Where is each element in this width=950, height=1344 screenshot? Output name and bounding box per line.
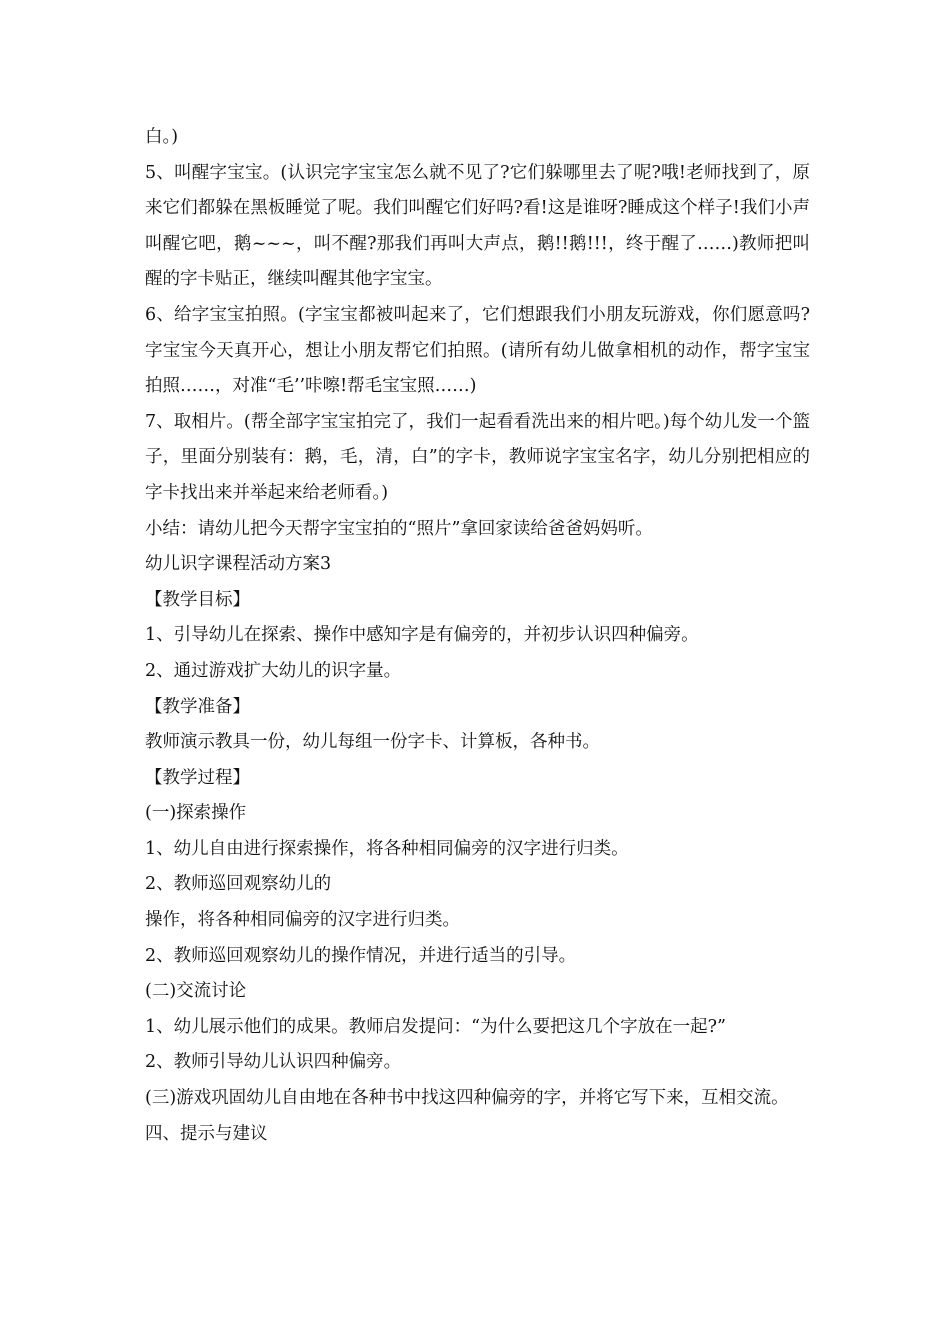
discussion-item-1: 1、幼儿展示他们的成果。教师启发提问：“为什么要把这几个字放在一起?” [145,1016,726,1037]
paragraph-summary: 小结：请幼儿把今天帮字宝宝拍的“照片”拿回家读给爸爸妈妈听。 [145,518,653,539]
process-item: 1、幼儿自由进行探索操作，将各种相同偏旁的汉字进行归类。 [145,838,629,859]
discussion-item-2: 2、教师引导幼儿认识四种偏旁。 [145,1052,402,1073]
paragraph-step-5: 5、叫醒字宝宝。(认识完字宝宝怎么就不见了?它们躲哪里去了呢?哦!老师找到了，原来它们都躲在黑板睡觉了呢。我们叫醒它们好吗?看!这是谁呀?睡成这个样子!我们小声叫醒它吧，鹅~~~，叫不醒?那我们再叫大声点，鹅!!鹅!!!，终于醒了……)教师把叫醒的字卡贴正，继续叫醒其他字宝宝。 [145,162,810,290]
heading-teaching-goals: 【教学目标】 [145,589,250,610]
subheading-explore: (一)探索操作 [145,803,247,824]
heading-teaching-process: 【教学过程】 [145,767,250,788]
game-consolidation: (三)游戏巩固幼儿自由地在各种书中找这四种偏旁的字，并将它写下来，互相交流。 [145,1088,789,1109]
process-item: 2、教师巡回观察幼儿的操作情况，并进行适当的引导。 [145,945,577,966]
goal-item-1: 1、引导幼儿在探索、操作中感知字是有偏旁的，并初步认识四种偏旁。 [145,625,699,646]
section-title: 幼儿识字课程活动方案3 [145,554,332,575]
preparation-text: 教师演示教具一份，幼儿每组一份字卡、计算板，各种书。 [145,732,600,753]
paragraph-step-6: 6、给字宝宝拍照。(字宝宝都被叫起来了，它们想跟我们小朋友玩游戏，你们愿意吗?字宝宝今天真开心，想让小朋友帮它们拍照。(请所有幼儿做拿相机的动作，帮字宝宝拍照……，对准“毛’’咔嚓!帮毛宝宝照……) [145,304,810,397]
document-body [145,120,810,1152]
goal-item-2: 2、通过游戏扩大幼儿的识字量。 [145,660,402,681]
paragraph-step-7: 7、取相片。(帮全部字宝宝拍完了，我们一起看看洗出来的相片吧。)每个幼儿发一个篮子，里面分别装有：鹅，毛，清，白”的字卡，教师说字宝宝名字，幼儿分别把相应的字卡找出来并举起来给老师看。) [145,411,810,503]
heading-teaching-preparation: 【教学准备】 [145,696,250,717]
subheading-discussion: (二)交流讨论 [145,981,247,1002]
process-item: 操作，将各种相同偏旁的汉字进行归类。 [145,910,460,931]
process-item: 2、教师巡回观察幼儿的 [145,874,332,895]
heading-tips: 四、提示与建议 [145,1123,268,1144]
paragraph-continuation: 白。) [145,127,179,147]
